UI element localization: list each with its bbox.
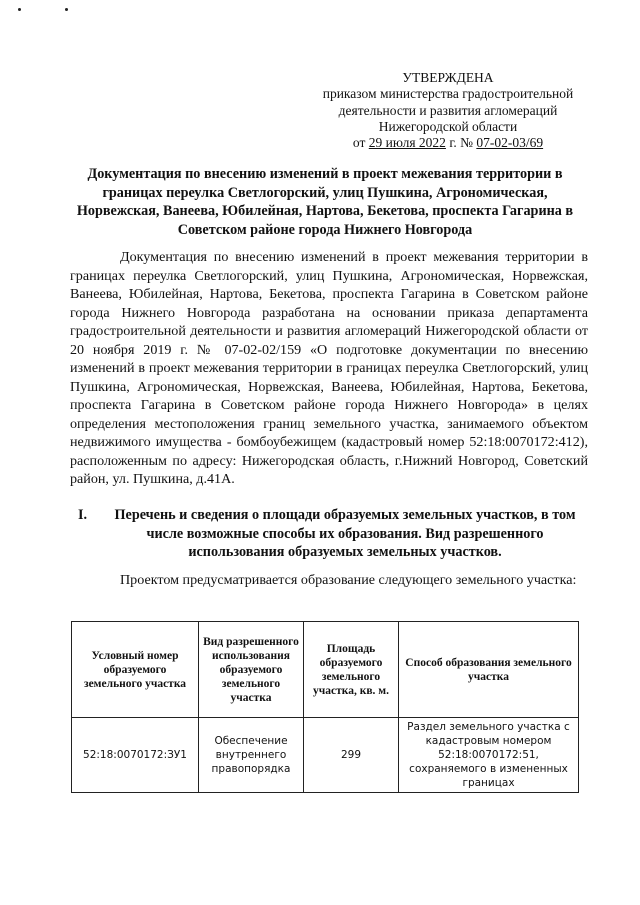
date-suffix: г. № xyxy=(449,135,473,151)
cell-area: 299 xyxy=(304,718,399,793)
approval-heading: УТВЕРЖДЕНА xyxy=(402,70,494,85)
approval-block xyxy=(318,70,578,151)
scan-dot xyxy=(18,8,21,11)
main-paragraph: Документация по внесению изменений в проект межевания территории в границах переулка Светлогорский, улиц Пушкина, Агрономическая, Норвежская, Ванеева, Юбилейная, Нартова, Бекетова, проспекта Гагарина в Советском районе города Нижнего Новгорода разработана на основании приказа департамента градостроительной деятельности и развития агломераций Нижегородской области от 20 ноября 2019 г. № 07-02-02/159 «О подготовке документации по внесению изменений в проект межевания территории в границах переулка Светлогорский, улиц Пушкина, Агрономическая, Норвежская, Ванеева, Юбилейная, Нартова, Бекетова, проспекта Гагарина в Советском районе города Нижнего Новгорода» в целях определения местоположения границ земельного участка, занимаемого объектом недвижимого имущества - бомбоубежищем (кадастровый номер 52:18:0070172:412), расположенным по адресу: Нижегородская область, г.Нижний Новгород, Советский район, ул. Пушкина, д.41А. xyxy=(70,249,588,487)
header-plot-number: Условный номер образуемого земельного участка xyxy=(72,622,199,718)
header-permitted-use: Вид разрешенного использования образуемого земельного участка xyxy=(199,622,304,718)
land-plots-table xyxy=(71,621,579,793)
cell-permitted-use: Обеспечение внутреннего правопорядка xyxy=(199,718,304,793)
table-header-row xyxy=(72,622,579,718)
order-number: 07-02-03/69 xyxy=(476,135,544,151)
header-area: Площадь образуемого земельного участка, кв. м. xyxy=(304,622,399,718)
section-heading xyxy=(78,506,590,562)
approval-date-line xyxy=(318,135,578,151)
scan-dot xyxy=(65,8,68,11)
approval-line: приказом министерства градостроительной xyxy=(322,86,574,102)
section-title: Перечень и сведения о площади образуемых земельных участков, в том числе возможные способы их образования. Вид разрешенного использования образуемых земельных участков. xyxy=(114,507,576,560)
approval-date: 29 июля 2022 xyxy=(368,135,446,151)
section-number: I. xyxy=(78,507,88,523)
date-prefix: от xyxy=(352,135,366,151)
cell-plot-number: 52:18:0070172:ЗУ1 xyxy=(72,718,199,793)
table-row xyxy=(72,718,579,793)
intro-paragraph: Проектом предусматривается образование следующего земельного участка: xyxy=(120,572,577,588)
cell-formation-method: Раздел земельного участка с кадастровым номером 52:18:0070172:51, сохраняемого в измененных границах xyxy=(399,718,579,793)
document-title: Документация по внесению изменений в проект межевания территории в границах переулка Светлогорский, улиц Пушкина, Агрономическая, Норвежская, Ванеева, Юбилейная, Нартова, Бекетова, проспекта Гагарина в Советском районе города Нижнего Новгорода xyxy=(76,166,574,238)
approval-line: деятельности и развития агломераций xyxy=(338,102,558,118)
header-formation-method: Способ образования земельного участка xyxy=(399,622,579,718)
approval-line: Нижегородской области xyxy=(378,118,518,134)
